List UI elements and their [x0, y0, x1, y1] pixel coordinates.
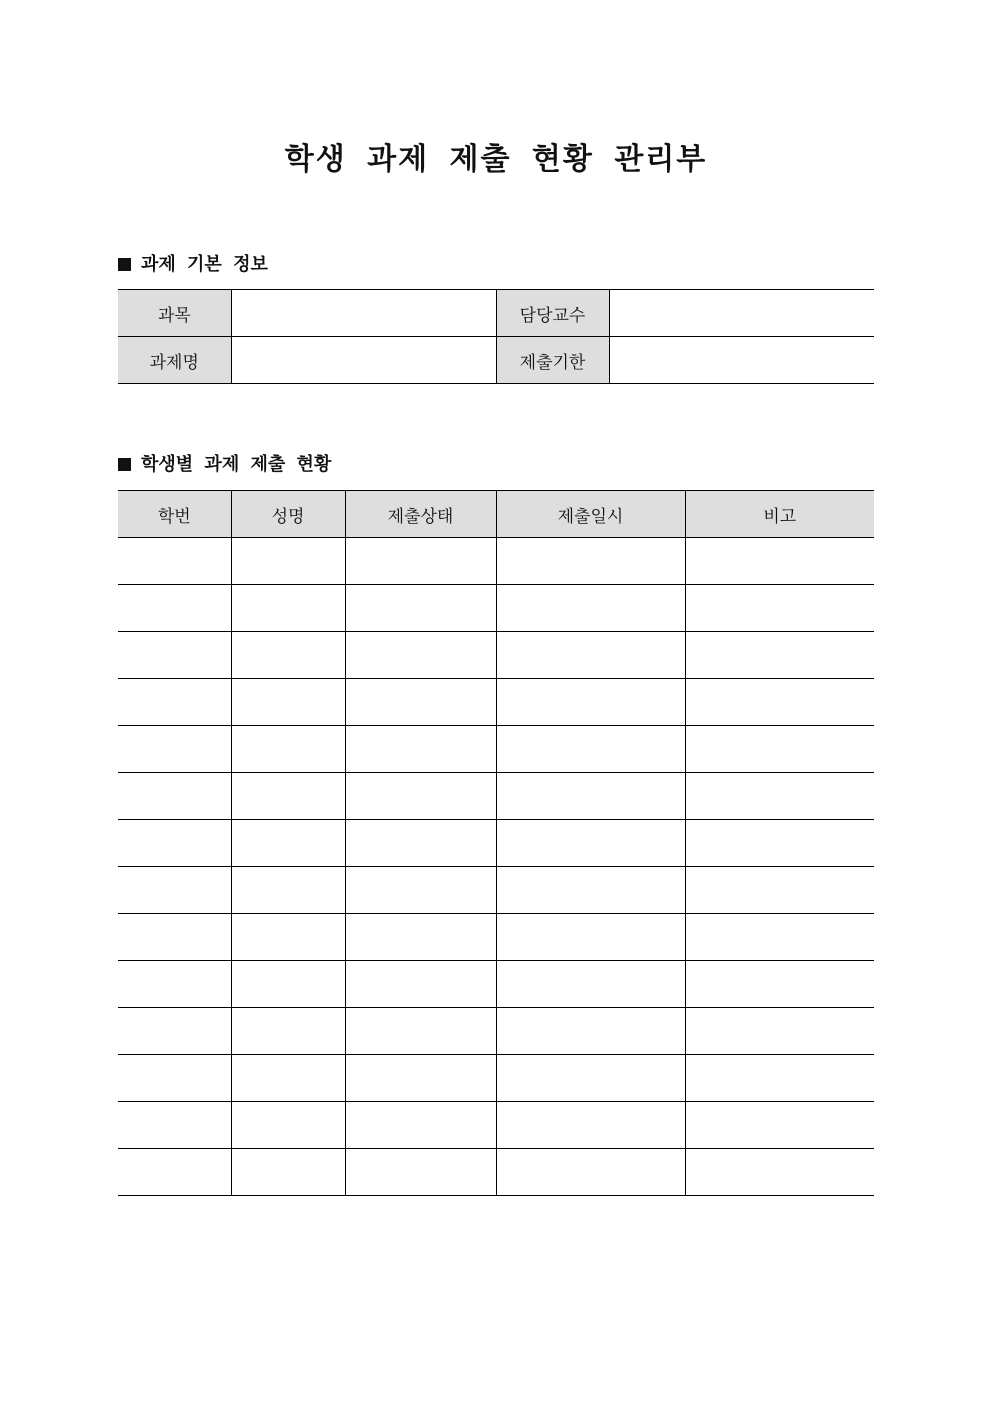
deadline-value-cell[interactable] [609, 337, 874, 384]
student-id-cell[interactable] [118, 538, 231, 585]
status-cell[interactable] [345, 961, 496, 1008]
student-id-cell[interactable] [118, 961, 231, 1008]
remarks-cell[interactable] [685, 914, 874, 961]
table-row [118, 538, 874, 585]
remarks-cell[interactable] [685, 1102, 874, 1149]
table-row [118, 290, 874, 337]
name-cell[interactable] [231, 1149, 345, 1196]
section-heading-submission-status [118, 452, 331, 478]
table-row [118, 585, 874, 632]
table-row [118, 679, 874, 726]
name-cell[interactable] [231, 632, 345, 679]
section-heading-text: 과제 기본 정보 [141, 254, 268, 275]
subject-label: 과목 [118, 290, 231, 337]
status-cell[interactable] [345, 632, 496, 679]
name-cell[interactable] [231, 773, 345, 820]
remarks-cell[interactable] [685, 1149, 874, 1196]
submitted-at-cell[interactable] [496, 820, 685, 867]
column-header-remarks: 비고 [685, 491, 874, 538]
name-cell[interactable] [231, 1102, 345, 1149]
status-cell[interactable] [345, 1102, 496, 1149]
name-cell[interactable] [231, 820, 345, 867]
submitted-at-cell[interactable] [496, 538, 685, 585]
submitted-at-cell[interactable] [496, 726, 685, 773]
status-cell[interactable] [345, 820, 496, 867]
status-cell[interactable] [345, 679, 496, 726]
assignment-name-label: 과제명 [118, 337, 231, 384]
remarks-cell[interactable] [685, 679, 874, 726]
submitted-at-cell[interactable] [496, 632, 685, 679]
student-id-cell[interactable] [118, 773, 231, 820]
remarks-cell[interactable] [685, 820, 874, 867]
submitted-at-cell[interactable] [496, 1008, 685, 1055]
student-id-cell[interactable] [118, 1102, 231, 1149]
name-cell[interactable] [231, 585, 345, 632]
remarks-cell[interactable] [685, 961, 874, 1008]
square-bullet-icon [118, 258, 131, 271]
name-cell[interactable] [231, 726, 345, 773]
submitted-at-cell[interactable] [496, 679, 685, 726]
name-cell[interactable] [231, 914, 345, 961]
professor-label: 담당교수 [496, 290, 609, 337]
submitted-at-cell[interactable] [496, 867, 685, 914]
status-cell[interactable] [345, 538, 496, 585]
table-row [118, 961, 874, 1008]
status-cell[interactable] [345, 1008, 496, 1055]
submitted-at-cell[interactable] [496, 914, 685, 961]
remarks-cell[interactable] [685, 538, 874, 585]
subject-value-cell[interactable] [231, 290, 496, 337]
table-row [118, 1149, 874, 1196]
column-header-status: 제출상태 [345, 491, 496, 538]
table-row [118, 820, 874, 867]
table-row [118, 914, 874, 961]
name-cell[interactable] [231, 1008, 345, 1055]
column-header-name: 성명 [231, 491, 345, 538]
remarks-cell[interactable] [685, 726, 874, 773]
status-cell[interactable] [345, 867, 496, 914]
student-id-cell[interactable] [118, 914, 231, 961]
submission-rows [118, 538, 874, 1196]
student-id-cell[interactable] [118, 726, 231, 773]
status-cell[interactable] [345, 585, 496, 632]
remarks-cell[interactable] [685, 585, 874, 632]
table-row [118, 1055, 874, 1102]
student-id-cell[interactable] [118, 632, 231, 679]
column-header-student-id: 학번 [118, 491, 231, 538]
status-cell[interactable] [345, 914, 496, 961]
status-cell[interactable] [345, 773, 496, 820]
remarks-cell[interactable] [685, 1008, 874, 1055]
status-cell[interactable] [345, 726, 496, 773]
submission-status-table [118, 490, 874, 1196]
status-cell[interactable] [345, 1055, 496, 1102]
submitted-at-cell[interactable] [496, 1055, 685, 1102]
table-row [118, 632, 874, 679]
deadline-label: 제출기한 [496, 337, 609, 384]
section-heading-text: 학생별 과제 제출 현황 [141, 454, 332, 475]
submitted-at-cell[interactable] [496, 773, 685, 820]
section-heading-basic-info [118, 252, 268, 278]
remarks-cell[interactable] [685, 773, 874, 820]
table-header-row [118, 491, 874, 538]
name-cell[interactable] [231, 1055, 345, 1102]
table-row [118, 1102, 874, 1149]
assignment-info-table [118, 289, 874, 384]
student-id-cell[interactable] [118, 1055, 231, 1102]
submitted-at-cell[interactable] [496, 1102, 685, 1149]
student-id-cell[interactable] [118, 867, 231, 914]
name-cell[interactable] [231, 538, 345, 585]
professor-value-cell[interactable] [609, 290, 874, 337]
student-id-cell[interactable] [118, 820, 231, 867]
table-row [118, 867, 874, 914]
submitted-at-cell[interactable] [496, 961, 685, 1008]
remarks-cell[interactable] [685, 867, 874, 914]
name-cell[interactable] [231, 961, 345, 1008]
student-id-cell[interactable] [118, 679, 231, 726]
remarks-cell[interactable] [685, 632, 874, 679]
student-id-cell[interactable] [118, 1008, 231, 1055]
square-bullet-icon [118, 458, 131, 471]
table-row [118, 1008, 874, 1055]
table-row [118, 773, 874, 820]
table-row [118, 337, 874, 384]
submitted-at-cell[interactable] [496, 1149, 685, 1196]
page-title: 학생 과제 제출 현황 관리부 [284, 142, 708, 177]
student-id-cell[interactable] [118, 1149, 231, 1196]
remarks-cell[interactable] [685, 1055, 874, 1102]
name-cell[interactable] [231, 867, 345, 914]
status-cell[interactable] [345, 1149, 496, 1196]
assignment-name-value-cell[interactable] [231, 337, 496, 384]
submitted-at-cell[interactable] [496, 585, 685, 632]
column-header-submitted-at: 제출일시 [496, 491, 685, 538]
student-id-cell[interactable] [118, 585, 231, 632]
table-row [118, 726, 874, 773]
name-cell[interactable] [231, 679, 345, 726]
